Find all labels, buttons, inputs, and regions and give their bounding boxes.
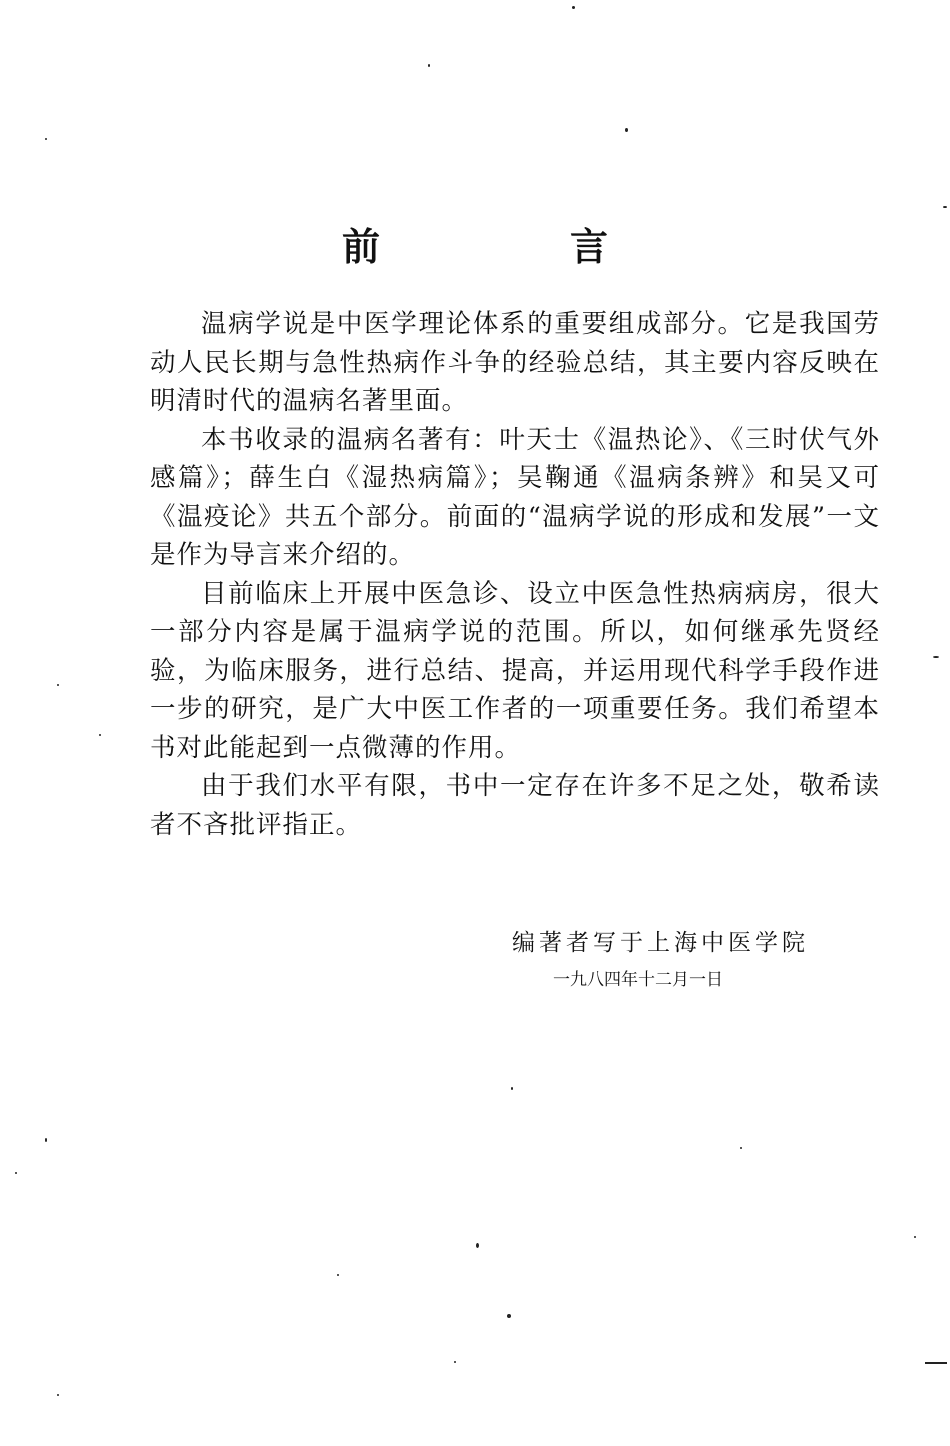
scan-speck <box>454 1361 456 1363</box>
scan-speck <box>476 1243 479 1248</box>
signature-author: 编著者写于上海中医学院 <box>512 930 809 956</box>
paragraph-4: 由于我们水平有限，书中一定存在许多不足之处，敬希读者不吝批评指正。 <box>150 771 880 840</box>
scan-speck <box>337 1274 339 1276</box>
scan-speck <box>99 734 101 736</box>
scan-speck <box>625 128 628 132</box>
scan-speck <box>914 1236 916 1238</box>
scan-speck <box>572 6 575 9</box>
scan-speck <box>507 1314 511 1318</box>
scan-speck <box>57 1394 59 1396</box>
scan-speck <box>57 684 59 686</box>
scan-speck <box>933 656 939 658</box>
scan-speck <box>943 206 947 208</box>
scan-speck <box>428 64 430 67</box>
paragraph-2: 本书收录的温病名著有：叶天士《温热论》、《三时伏气外感篇》；薛生白《湿热病篇》；吴鞠通《温病条辨》和吴又可《温疫论》共五个部分。前面的“温病学说的形成和发展”一文是作为导言来介绍的。 <box>150 424 880 570</box>
scan-speck <box>511 1087 513 1090</box>
scan-speck <box>740 1147 742 1149</box>
page-title: 前 言 <box>341 224 684 269</box>
scan-speck <box>45 138 47 140</box>
paragraph-1: 温病学说是中医学理论体系的重要组成部分。它是我国劳动人民长期与急性热病作斗争的经验总结，其主要内容反映在明清时代的温病名著里面。 <box>150 309 880 416</box>
scan-speck <box>925 1362 947 1364</box>
paragraph-3: 目前临床上开展中医急诊、设立中医急性热病病房，很大一部分内容是属于温病学说的范围。所以，如何继承先贤经验，为临床服务，进行总结、提高，并运用现代科学手段作进一步的研究，是广大中医工作者的一项重要任务。我们希望本书对此能起到一点微薄的作用。 <box>150 578 880 763</box>
signature-date: 一九八四年十二月一日 <box>553 970 723 990</box>
scan-speck <box>45 1138 47 1142</box>
scan-speck <box>15 1172 17 1174</box>
preface-body <box>150 305 880 844</box>
